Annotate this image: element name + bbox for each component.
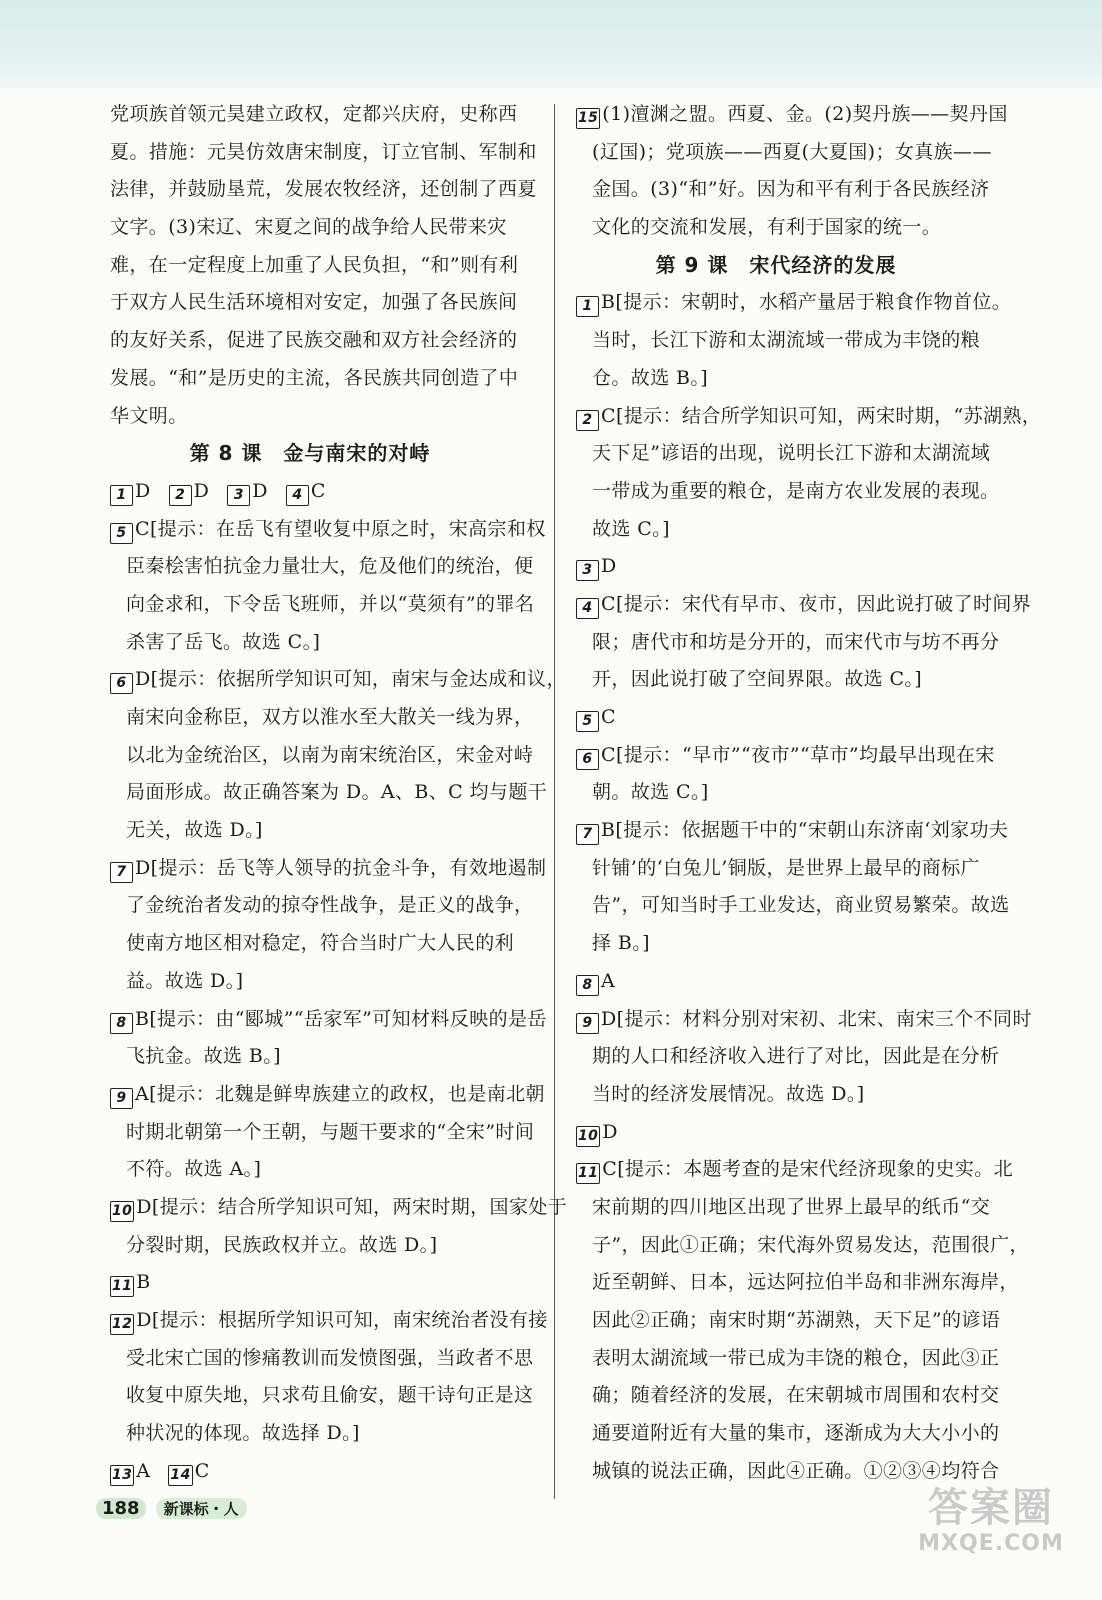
paragraph-line: 的友好关系，促进了民族交融和双方社会经济的 [110,329,518,352]
answer-continuation: 受北宋亡国的惨痛教训而发愤图强，当政者不思 [126,1346,534,1369]
answer-continuation: 南宋向金称臣，双方以淮水至大散关一线为界， [126,706,534,728]
question-number-badge: 5 [576,711,599,732]
answer-continuation: 告”，可知当时手工业发达，商业贸易繁荣。故选 [592,894,1010,917]
lesson-8-heading: 第 8 课 金与南宋的对峙 [189,441,431,466]
answer-text: A [601,969,616,992]
answer-pair [110,1460,150,1482]
right-column [576,96,1042,1490]
question-number-badge: 10 [110,1201,134,1222]
answer-item [576,1001,1032,1039]
answer-text: A[提示：北魏是鲜卑族建立的政权，也是南北朝 [135,1082,545,1105]
question-number-badge: 4 [286,485,309,506]
page-footer [96,1494,247,1522]
answer-item [110,1076,545,1114]
question-number-badge: 2 [169,485,192,506]
watermark-logo [906,1486,1076,1566]
lesson-9-heading: 第 9 课 宋代经济的发展 [655,252,897,277]
answer-item [110,511,546,549]
answer-continuation: 近至朝鲜、日本，远达阿拉伯半岛和非洲东海岸， [592,1271,1019,1294]
answer-continuation: 种状况的体现。故选择 D。] [126,1422,360,1445]
question-number-badge: 1 [110,485,133,506]
answer-text: B[提示：依据题干中的“宋朝山东济南‘刘家功夫 [601,819,1009,842]
answer-item [576,963,976,1001]
answer-text: D[提示：依据所学知识可知，南宋与金达成和议， [135,668,566,691]
answer-text: C[提示：宋代有早市、夜市，因此说打破了时间界 [601,592,1032,615]
question-number-badge: 10 [576,1126,600,1147]
answer-continuation: 向金求和，下令岳飞班师，并以“莫须有”的罪名 [126,592,535,615]
answer-item [110,850,547,888]
paragraph-line: 难，在一定程度上加重了人民负担，“和”则有利 [110,253,519,276]
answer-row [110,1453,510,1491]
answer-continuation: 表明太湖流域一带已成为丰饶的粮仓，因此③正 [592,1346,1000,1369]
answer-continuation: 分裂时期，民族政权并立。故选 D。] [126,1233,438,1256]
answer-text: D[提示：根据所学知识可知，南宋统治者没有接 [136,1309,548,1331]
watermark-bottom: MXQE.COM [918,1531,1064,1556]
answer-continuation: 确；随着经济的发展，在宋朝城市周围和农村交 [592,1384,1000,1407]
answer-letter: D [135,479,151,502]
answer-pair [168,1460,209,1482]
answer-continuation: 金国。(3)“和”好。因为和平有利于各民族经济 [592,178,990,201]
answer-continuation: 杀害了岳飞。故选 C。] [126,630,321,653]
series-label: 新课标・人 [156,1498,247,1519]
answer-continuation: 朝。故选 C。] [592,781,709,804]
answer-continuation: 收复中原失地，只求苟且偷安，题干诗句正是这 [126,1384,534,1407]
answer-item [576,398,1042,436]
paragraph-line: 法律，并鼓励垦荒，发展农牧经济，还创制了西夏 [110,178,537,201]
question-number-badge: 3 [227,485,250,506]
question-number-badge: 13 [110,1465,134,1486]
answer-continuation: 针铺’的‘白兔儿’铜版，是世界上最早的商标广 [592,856,980,879]
answer-text: B[提示：宋朝时，水稻产量居于粮食作物首位。 [601,291,1012,314]
header-band [0,0,1102,88]
question-number-badge: 15 [576,108,600,129]
answer-text: D [602,1120,618,1143]
answer-item [576,812,1009,850]
answer-text: D[提示：岳飞等人领导的抗金斗争，有效地遏制 [135,856,547,879]
answer-continuation: 一带成为重要的粮仓，是南方农业发展的表现。 [592,479,1000,502]
answer-continuation: 择 B。] [592,932,650,955]
paragraph-line: 夏。措施：元昊仿效唐宋制度，订立官制、军制和 [110,140,537,163]
answer-continuation: 开，因此说打破了空间界限。故选 C。] [592,668,923,691]
answer-continuation: 以北为金统治区，以南为南宋统治区，宋金对峙 [126,743,534,766]
left-column [110,96,568,1490]
question-number-badge: 8 [110,1013,133,1034]
answer-item [110,661,566,699]
paragraph-line: 文字。(3)宋辽、宋夏之间的战争给人民带来灾 [110,216,507,239]
answer-text: B[提示：由“郾城”“岳家军”可知材料反映的是岳 [135,1007,547,1030]
answer-continuation: 无关，故选 D。] [126,819,263,842]
answer-letter: D [252,479,268,502]
answer-item [576,1151,1014,1189]
question-number-badge: 3 [576,560,599,581]
answer-continuation: 使南方地区相对稳定，符合当时广大人民的利 [126,932,515,955]
answer-item [110,1302,548,1340]
answer-continuation: 故选 C。] [592,517,670,540]
answer-continuation: 臣秦桧害怕抗金力量壮大，危及他们的统治，便 [126,555,534,578]
answer-continuation: 通要道附近有大量的集市，逐渐成为大大小小的 [592,1422,1000,1445]
question-number-badge: 6 [110,673,133,694]
answer-item [576,586,1032,624]
answer-continuation: 当时，长江下游和太湖流域一带成为丰饶的粮 [592,329,981,352]
answer-letter: D [193,479,210,502]
paragraph-line: 发展。“和”是历史的主流，各民族共同创造了中 [110,366,519,389]
answer-text: (1)澶渊之盟。西夏、金。(2)契丹族——契丹国 [602,103,1008,125]
paragraph-line: 党项族首领元昊建立政权，定都兴庆府，史称西 [110,103,518,125]
answer-continuation: 限；唐代市和坊是分开的，而宋代市与坊不再分 [592,630,1000,653]
answer-continuation: 了金统治者发动的掠夺性战争，是正义的战争， [126,894,534,917]
answer-item [576,1114,976,1152]
paragraph-line: 于双方人民生活环境相对安定，加强了各民族间 [110,291,518,314]
paragraph-line: 华文明。 [110,404,188,427]
answer-text: C[提示：本题考查的是宋代经济现象的史实。北 [602,1158,1014,1181]
answer-pair [169,480,210,502]
answer-continuation: 当时的经济发展情况。故选 D。] [592,1082,865,1105]
answer-text: D [601,555,617,578]
answer-continuation: 不符。故选 A。] [126,1158,262,1181]
answer-text: B [136,1271,151,1294]
watermark-top: 答案圈 [928,1485,1054,1531]
answer-letter: C [194,1459,210,1482]
question-number-badge: 11 [576,1163,600,1184]
question-number-badge: 14 [168,1465,192,1486]
answer-continuation: 天下足”谚语的出现，说明长江下游和太湖流域 [592,442,991,465]
answer-item [576,284,1012,322]
column-divider [554,104,555,1499]
answer-continuation: 因此②正确；南宋时期“苏湖熟，天下足”的谚语 [592,1309,1001,1331]
answer-text: D[提示：材料分别对宋初、北宋、南宋三个不同时 [601,1007,1032,1030]
answer-item [576,548,976,586]
answer-continuation: 飞抗金。故选 B。] [126,1045,281,1068]
question-number-badge: 8 [576,975,599,996]
question-number-badge: 1 [576,296,599,317]
answer-continuation: 期的人口和经济收入进行了对比，因此是在分析 [592,1045,1000,1068]
question-number-badge: 4 [576,598,599,619]
question-number-badge: 7 [110,862,133,883]
answer-continuation: 益。故选 D。] [126,969,244,992]
answer-item [110,1189,568,1227]
answer-pair [227,480,268,502]
page-number: 188 [96,1498,146,1519]
answer-text: D[提示：结合所学知识可知，两宋时期，国家处于 [136,1195,568,1218]
answer-item [576,96,1008,134]
answer-item [110,1001,547,1039]
answer-item [110,1264,510,1302]
answer-letter: A [136,1459,151,1482]
answer-item [576,699,976,737]
answer-row [110,473,510,511]
question-number-badge: 11 [110,1276,134,1297]
answer-text: C[提示：“早市”“夜市”“草市”均最早出现在宋 [601,743,995,766]
answer-text: C[提示：结合所学知识可知，两宋时期，“苏湖熟， [601,404,1042,427]
answer-continuation: 局面形成。故正确答案为 D。A、B、C 均与题干 [126,781,548,804]
question-number-badge: 2 [576,410,599,431]
answer-pair [110,480,151,502]
question-number-badge: 9 [576,1013,599,1034]
question-number-badge: 12 [110,1314,134,1335]
answer-continuation: 宋前期的四川地区出现了世界上最早的纸币“交 [592,1195,991,1218]
answer-continuation: 仓。故选 B。] [592,366,709,389]
answer-continuation: 子”，因此①正确；宋代海外贸易发达，范围很广， [592,1233,1029,1256]
answer-continuation: (辽国)；党项族——西夏(大夏国)；女真族—— [592,140,992,163]
question-number-badge: 7 [576,824,599,845]
answer-continuation: 时期北朝第一个王朝，与题干要求的“全宋”时间 [126,1120,535,1143]
answer-continuation: 文化的交流和发展，有利于国家的统一。 [592,216,942,239]
question-number-badge: 5 [110,523,133,544]
answer-pair [286,480,326,502]
question-number-badge: 6 [576,749,599,770]
answer-continuation: 城镇的说法正确，因此④正确。①②③④均符合 [592,1459,1000,1482]
answer-text: C [601,706,616,728]
question-number-badge: 9 [110,1088,133,1109]
answer-item [576,737,995,775]
answer-letter: C [310,479,326,502]
answer-text: C[提示：在岳飞有望收复中原之时，宋高宗和权 [135,517,546,540]
